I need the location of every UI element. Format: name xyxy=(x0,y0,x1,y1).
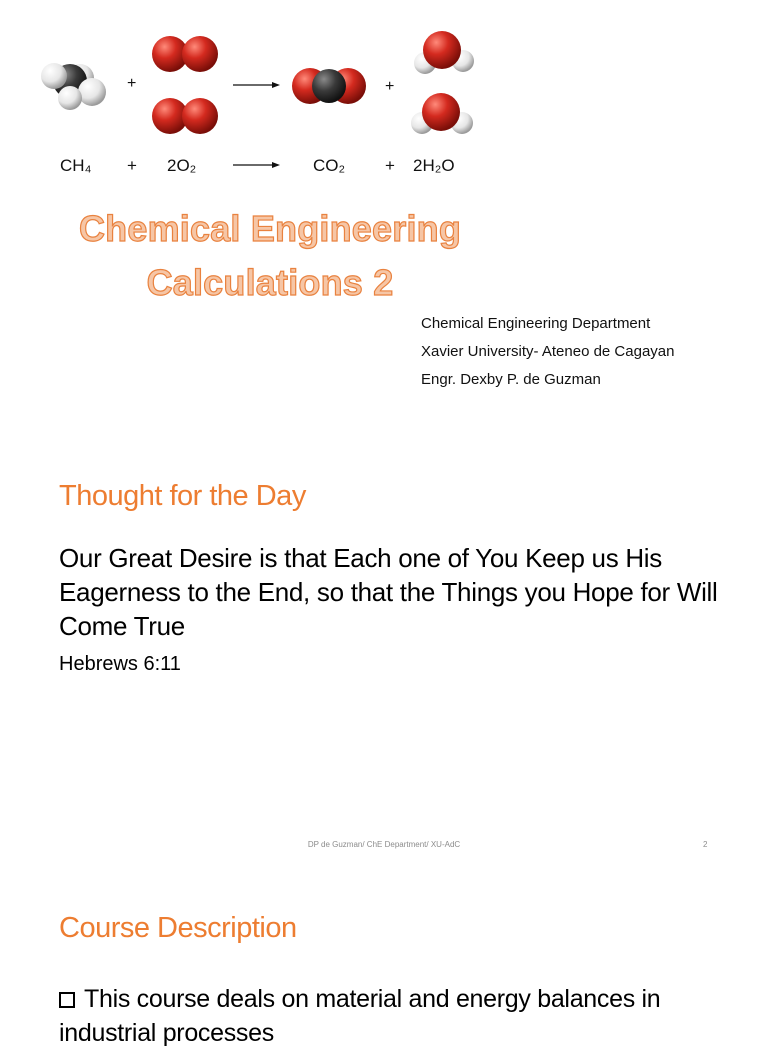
thought-slide xyxy=(0,433,768,865)
water-molecule-icon-2 xyxy=(411,93,473,134)
reaction-arrow-icon xyxy=(233,82,280,88)
equation-product-co2: CO₂ xyxy=(313,156,346,175)
plus-sign-1: + xyxy=(127,75,137,92)
course-description-slide xyxy=(0,866,768,1047)
equation-plus-2: + xyxy=(385,156,395,175)
bullet-item xyxy=(59,982,759,1050)
slide-heading-course: Course Description xyxy=(59,912,297,944)
university-name: Xavier University- Ateneo de Cagayan xyxy=(421,343,675,360)
author-name: Engr. Dexby P. de Guzman xyxy=(421,371,601,388)
equation-reactant-oxygen: 2O₂ xyxy=(167,156,197,175)
slide-heading: Thought for the Day xyxy=(59,480,306,512)
oxygen-molecule-icon-2 xyxy=(152,98,218,134)
title-line-1: Chemical Engineering xyxy=(78,208,462,249)
quote-text: Our Great Desire is that Each one of You Keep us His Eagerness to the End, so that the Things you Hope for Will Come True xyxy=(59,543,718,641)
title-line-2: Calculations 2 xyxy=(146,262,394,303)
oxygen-molecule-icon xyxy=(152,36,218,72)
molecule-diagram xyxy=(40,28,490,178)
presentation-title xyxy=(60,202,480,310)
equation-plus-1: + xyxy=(127,156,137,175)
carbon-dioxide-molecule-icon xyxy=(292,68,366,104)
department-name: Chemical Engineering Department xyxy=(421,315,651,332)
title-slide xyxy=(0,0,768,432)
combustion-reaction-figure xyxy=(40,28,490,178)
methane-molecule-icon xyxy=(41,63,106,110)
equation-reactant-methane: CH₄ xyxy=(60,156,92,175)
plus-sign-2: + xyxy=(385,78,395,95)
checkbox-bullet-icon xyxy=(59,992,75,1008)
author-info xyxy=(421,310,751,394)
bullet-text: This course deals on material and energy balances in industrial processes xyxy=(59,985,661,1047)
page-number: 2 xyxy=(703,840,708,849)
equation-product-water: 2H₂O xyxy=(413,156,455,175)
equation-arrow-icon xyxy=(233,162,280,168)
verse-reference: Hebrews 6:11 xyxy=(59,653,181,675)
water-molecule-icon xyxy=(414,31,474,74)
slide-footer: DP de Guzman/ ChE Department/ XU-AdC xyxy=(307,840,461,849)
